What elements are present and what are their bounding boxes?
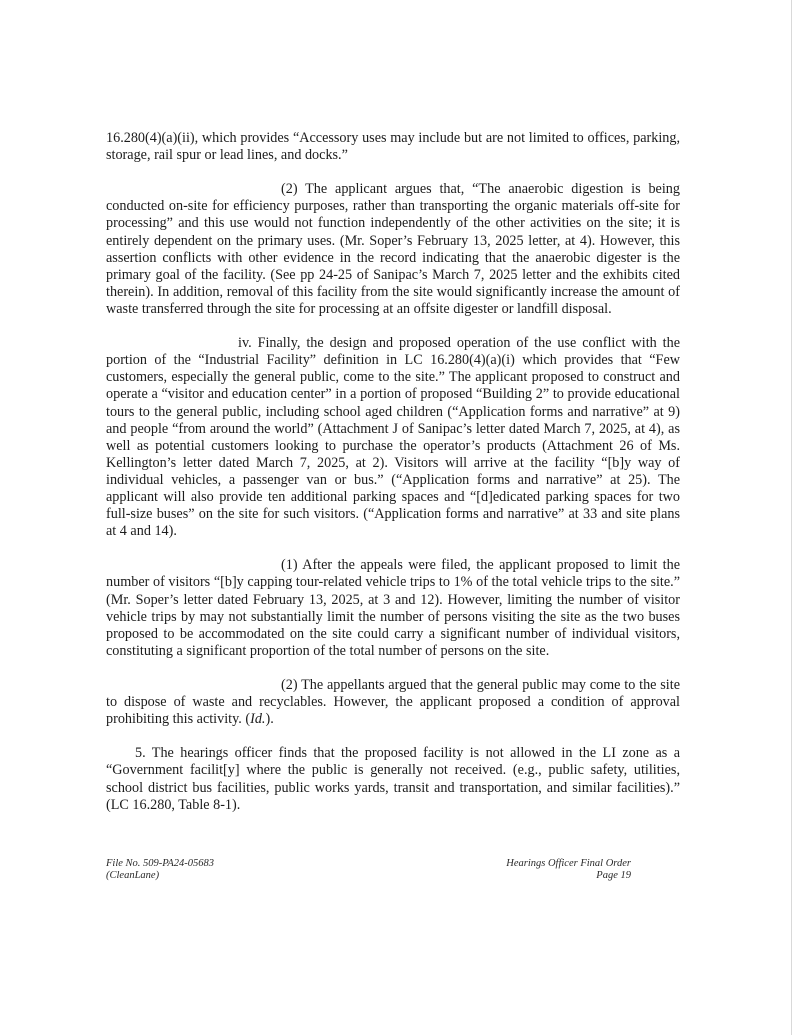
footer-project-name: (CleanLane): [106, 870, 160, 881]
paragraph-appellants-text: (2) The appellants argued that the general public may come to the site to dispose of waste and recyclables. However, the applicant proposed a condition of approval prohibiting this activity. (: [106, 677, 680, 728]
footer-order-title: Hearings Officer Final Order: [506, 858, 631, 869]
paragraph-continuation: 16.280(4)(a)(ii), which provides “Accessory uses may include but are not limited to offices, parking, storage, rail spur or lead lines, and docks.”: [106, 130, 680, 164]
footer-file-number: File No. 509-PA24-05683: [106, 858, 215, 869]
footer-page-number: Page 19: [596, 870, 631, 881]
paragraph-appellants-argument: [106, 677, 680, 728]
paragraph-iv-design-conflict: iv. Finally, the design and proposed operation of the use conflict with the portion of the “Industrial Facility” definition in LC 16.280(4)(a)(i) which provides that “Few customers, especially the general public, come to the site.” The applicant proposed to construct and operate a “visitor and education center” in a portion of proposed “Building 2” to provide educational tours to the general public, including school aged children (“Application forms and narrative” at 9) and people “from around the world” (Attachment J of Sanipac’s letter dated March 7, 2025, at 4), as well as potential customers looking to purchase the operator’s products (Attachment 26 of Ms. Kellington’s letter dated March 7, 2025, at 2). Visitors will arrive at the facility “[b]y way of individual vehicles, a passenger van or bus.” (“Application forms and narrative” at 25). The applicant will also provide ten additional parking spaces and “[d]edicated parking spaces for two full-size buses” on the site for such visitors. (“Application forms and narrative” at 33 and site plans at 4 and 14).: [106, 335, 680, 540]
scan-edge-line: [791, 0, 792, 1035]
footer-file-info: [106, 858, 214, 882]
id-citation: Id.: [250, 711, 266, 728]
paragraph-applicant-argument: (2) The applicant argues that, “The anaerobic digestion is being conducted on-site for efficiency purposes, rather than transporting the organic materials off-site for processing” and this use would not function independently of the other activities on the site; it is entirely dependent on the primary uses. (Mr. Soper’s February 13, 2025 letter, at 4). However, this assertion conflicts with other evidence in the record indicating that the anaerobic digester is the primary goal of the facility. (See pp 24-25 of Sanipac’s March 7, 2025 letter and the exhibits cited therein). In addition, removal of this facility from the site would significantly increase the amount of waste transferred through the site for processing at an offsite digester or landfill disposal.: [106, 181, 680, 317]
footer-order-info: [500, 858, 631, 882]
paragraph-finding-5: 5. The hearings officer finds that the proposed facility is not allowed in the LI zone as a “Government facilit[y] where the public is generally not received. (e.g., public safety, utilities, school district bus facilities, public works yards, transit and transportation, and similar facilities).” (LC 16.280, Table 8-1).: [106, 745, 680, 813]
document-body: [106, 130, 680, 831]
paragraph-appellants-end: ).: [265, 711, 274, 728]
paragraph-visitor-limit: (1) After the appeals were filed, the applicant proposed to limit the number of visitors “[b]y capping tour-related vehicle trips to 1% of the total vehicle trips to the site.” (Mr. Soper’s letter dated February 13, 2025, at 3 and 12). However, limiting the number of visitor vehicle trips by may not substantially limit the number of persons visiting the site as the two buses proposed to be accommodated on the site could carry a significant number of individual visitors, constituting a significant proportion of the total number of persons on the site.: [106, 557, 680, 659]
